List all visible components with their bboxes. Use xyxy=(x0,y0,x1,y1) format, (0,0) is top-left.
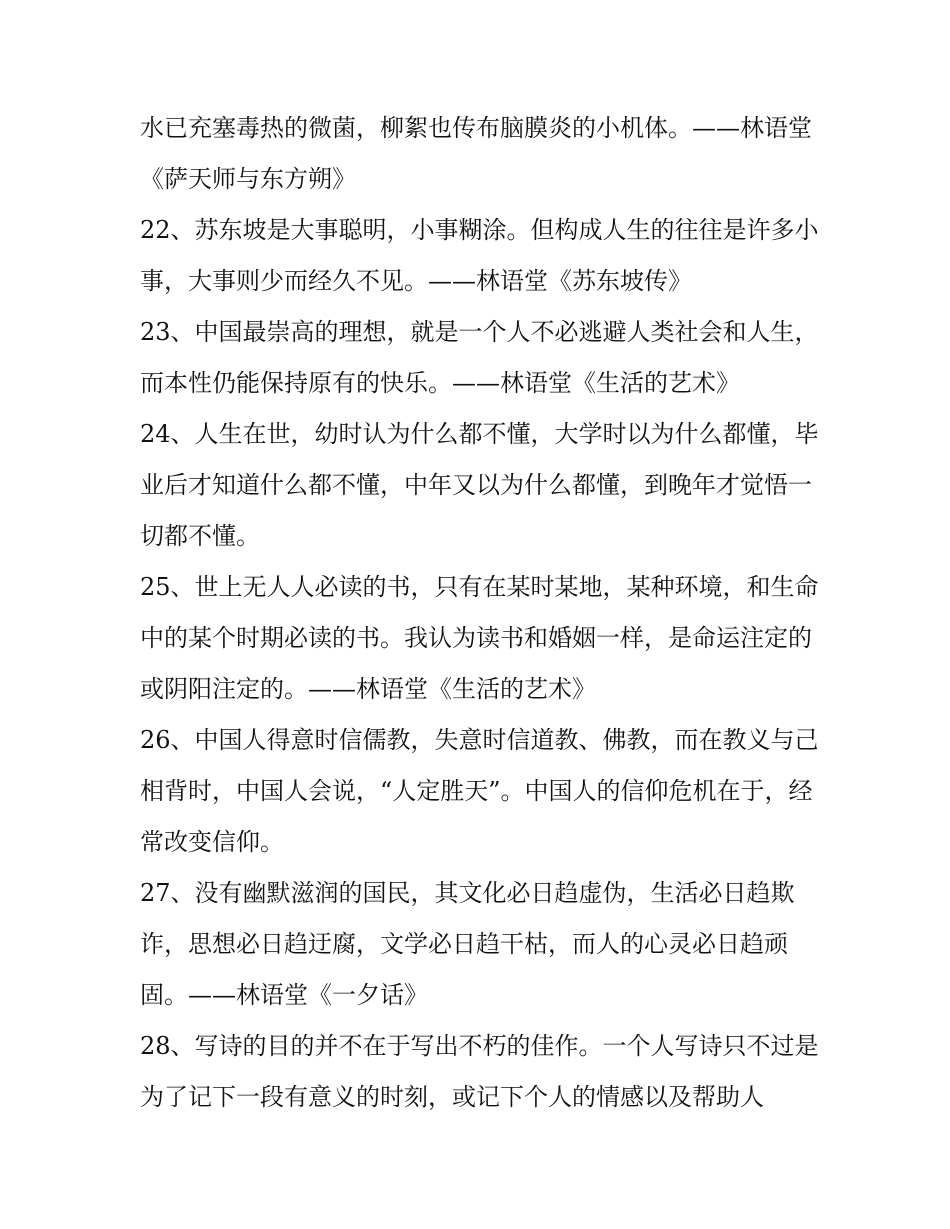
quote-24: 24、人生在世，幼时认为什么都不懂，大学时以为什么都懂，毕业后才知道什么都不懂，中年又以为什么都懂，到晚年才觉悟一切都不懂。 xyxy=(140,420,819,550)
quote-28: 28、写诗的目的并不在于写出不朽的佳作。一个人写诗只不过是为了记下一段有意义的时刻，或记下个人的情感以及帮助人 xyxy=(140,1032,819,1111)
paragraph-continuation: 水已充塞毒热的微菌，柳絮也传布脑膜炎的小机体。——林语堂《萨天师与东方朔》 xyxy=(140,114,812,193)
quote-22: 22、苏东坡是大事聪明，小事糊涂。但构成人生的往往是许多小事，大事则少而经久不见。——林语堂《苏东坡传》 xyxy=(140,216,819,295)
quote-27: 27、没有幽默滋润的国民，其文化必日趋虚伪，生活必日趋欺诈，思想必日趋迂腐，文学必日趋干枯，而人的心灵必日趋顽固。——林语堂《一夕话》 xyxy=(140,879,795,1009)
quote-26: 26、中国人得意时信儒教，失意时信道教、佛教，而在教义与己相背时，中国人会说，“人定胜天”。中国人的信仰危机在于，经常改变信仰。 xyxy=(140,726,819,856)
document-body xyxy=(140,103,820,1123)
quote-23: 23、中国最崇高的理想，就是一个人不必逃避人类社会和人生，而本性仍能保持原有的快乐。——林语堂《生活的艺术》 xyxy=(140,318,819,397)
quote-25: 25、世上无人人必读的书，只有在某时某地，某种环境，和生命中的某个时期必读的书。我认为读书和婚姻一样，是命运注定的或阴阳注定的。——林语堂《生活的艺术》 xyxy=(140,573,819,703)
